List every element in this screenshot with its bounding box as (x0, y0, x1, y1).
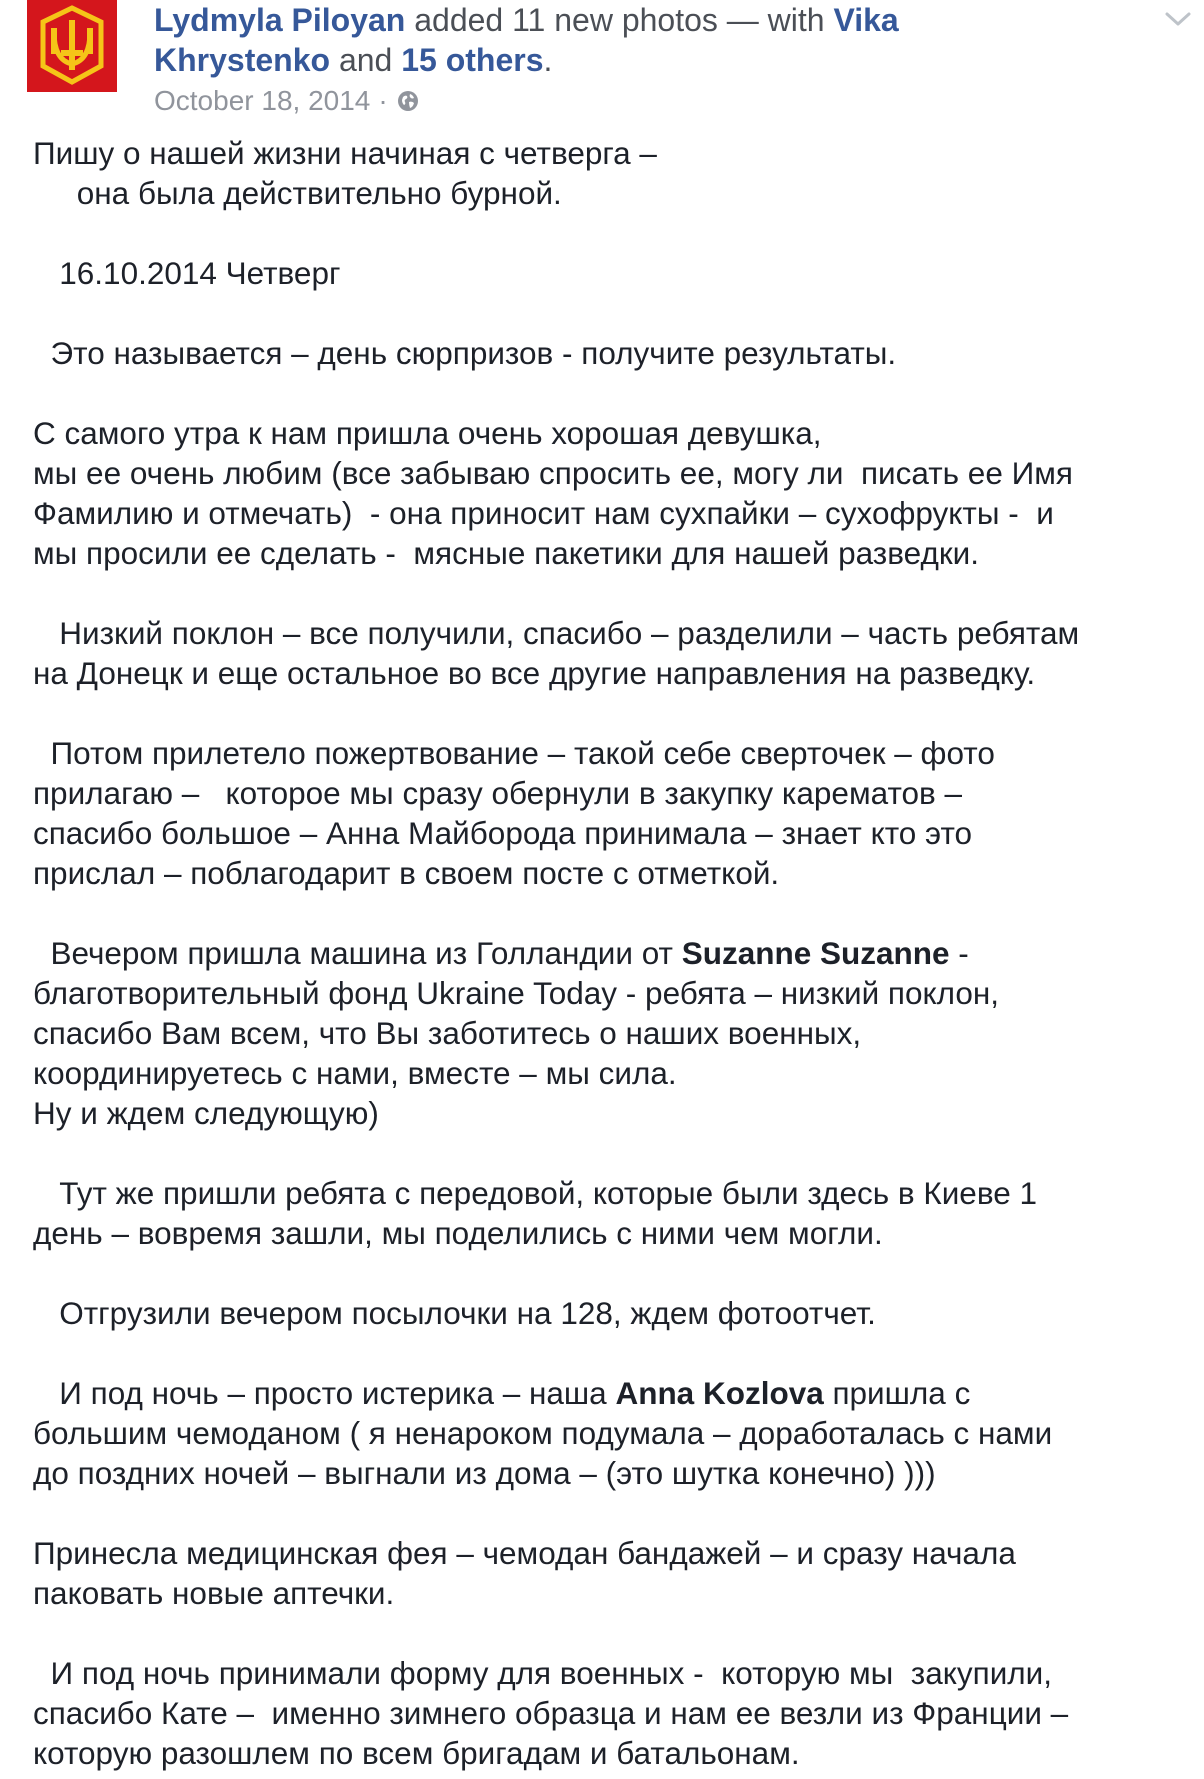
post-line: Отгрузили вечером посылочки на 128, ждем фотоотчет. (33, 1295, 876, 1331)
avatar[interactable] (27, 0, 117, 92)
line-text: И под ночь – просто истерика – наша (33, 1375, 616, 1411)
post-line: она была действительно бурной. (33, 175, 562, 211)
trident-emblem-icon (27, 0, 117, 92)
end-period: . (543, 42, 553, 78)
post-line (33, 933, 1193, 973)
post-line: на Донецк и еще остальное во все другие направления на разведку. (33, 655, 1036, 691)
tagged-person-anna-kozlova[interactable]: Anna Kozlova (615, 1375, 824, 1411)
globe-icon[interactable] (396, 89, 420, 113)
post-date[interactable]: October 18, 2014 (154, 85, 371, 116)
post-line: Ну и ждем следующую) (33, 1095, 379, 1131)
post-line: прилагаю – которое мы сразу обернули в закупку карематов – (33, 775, 963, 811)
post-body (33, 133, 1193, 1773)
line-text: - (949, 935, 969, 971)
post-line: мы ее очень любим (все забываю спросить ее, могу ли писать ее Имя (33, 455, 1073, 491)
chevron-down-icon[interactable] (1163, 8, 1193, 30)
post-meta (154, 84, 420, 118)
post-line: С самого утра к нам пришла очень хорошая девушка, (33, 415, 822, 451)
tagged-person-first[interactable]: Vika (833, 2, 899, 38)
post-line: Пишу о нашей жизни начиная с четверга – (33, 135, 657, 171)
post-line: которую разошлем по всем бригадам и батальонам. (33, 1735, 800, 1771)
tagged-person-last[interactable]: Khrystenko (154, 42, 331, 78)
post-line: мы просили ее сделать - мясные пакетики для нашей разведки. (33, 535, 979, 571)
line-text: пришла с (823, 1375, 971, 1411)
post-line: 16.10.2014 Четверг (33, 255, 341, 291)
post-line: паковать новые аптечки. (33, 1575, 395, 1611)
post-header (154, 0, 1054, 80)
author-name[interactable]: Lydmyla Piloyan (154, 2, 406, 38)
post-line: спасибо Вам всем, что Вы заботитесь о наших военных, (33, 1015, 862, 1051)
post-line: благотворительный фонд Ukraine Today - ребята – низкий поклон, (33, 975, 1000, 1011)
post-line: Это называется – день сюрпризов - получите результаты. (33, 335, 897, 371)
separator-dot: · (378, 85, 388, 116)
post-line: координируетесь с нами, вместе – мы сила. (33, 1055, 677, 1091)
post-line (33, 1373, 1193, 1413)
line-text: Вечером пришла машина из Голландии от (33, 935, 682, 971)
post-line: Принесла медицинская фея – чемодан бандажей – и сразу начала (33, 1535, 1016, 1571)
post-line: И под ночь принимали форму для военных - которую мы закупили, (33, 1655, 1053, 1691)
post-line: до поздних ночей – выгнали из дома – (это шутка конечно) ))) (33, 1455, 936, 1491)
post-line: прислал – поблагодарит в своем посте с отметкой. (33, 855, 780, 891)
action-text: added 11 new photos — with (405, 2, 834, 38)
tagged-person-suzanne[interactable]: Suzanne Suzanne (681, 935, 950, 971)
post-line: Потом прилетело пожертвование – такой себе сверточек – фото (33, 735, 995, 771)
post-line: Тут же пришли ребята с передовой, которые были здесь в Киеве 1 (33, 1175, 1038, 1211)
post-line: Низкий поклон – все получили, спасибо – разделили – часть ребятам (33, 615, 1080, 651)
post-line: большим чемоданом ( я ненароком подумала – доработалась с нами (33, 1415, 1053, 1451)
post-line: Фамилию и отмечать) - она приносит нам сухпайки – сухофрукты - и (33, 495, 1054, 531)
post-line: спасибо большое – Анна Майборода принимала – знает кто это (33, 815, 973, 851)
post-line: спасибо Кате – именно зимнего образца и нам ее везли из Франции – (33, 1695, 1069, 1731)
others-link[interactable]: 15 others (401, 42, 544, 78)
and-text: and (330, 42, 402, 78)
post-line: день – вовремя зашли, мы поделились с ними чем могли. (33, 1215, 883, 1251)
